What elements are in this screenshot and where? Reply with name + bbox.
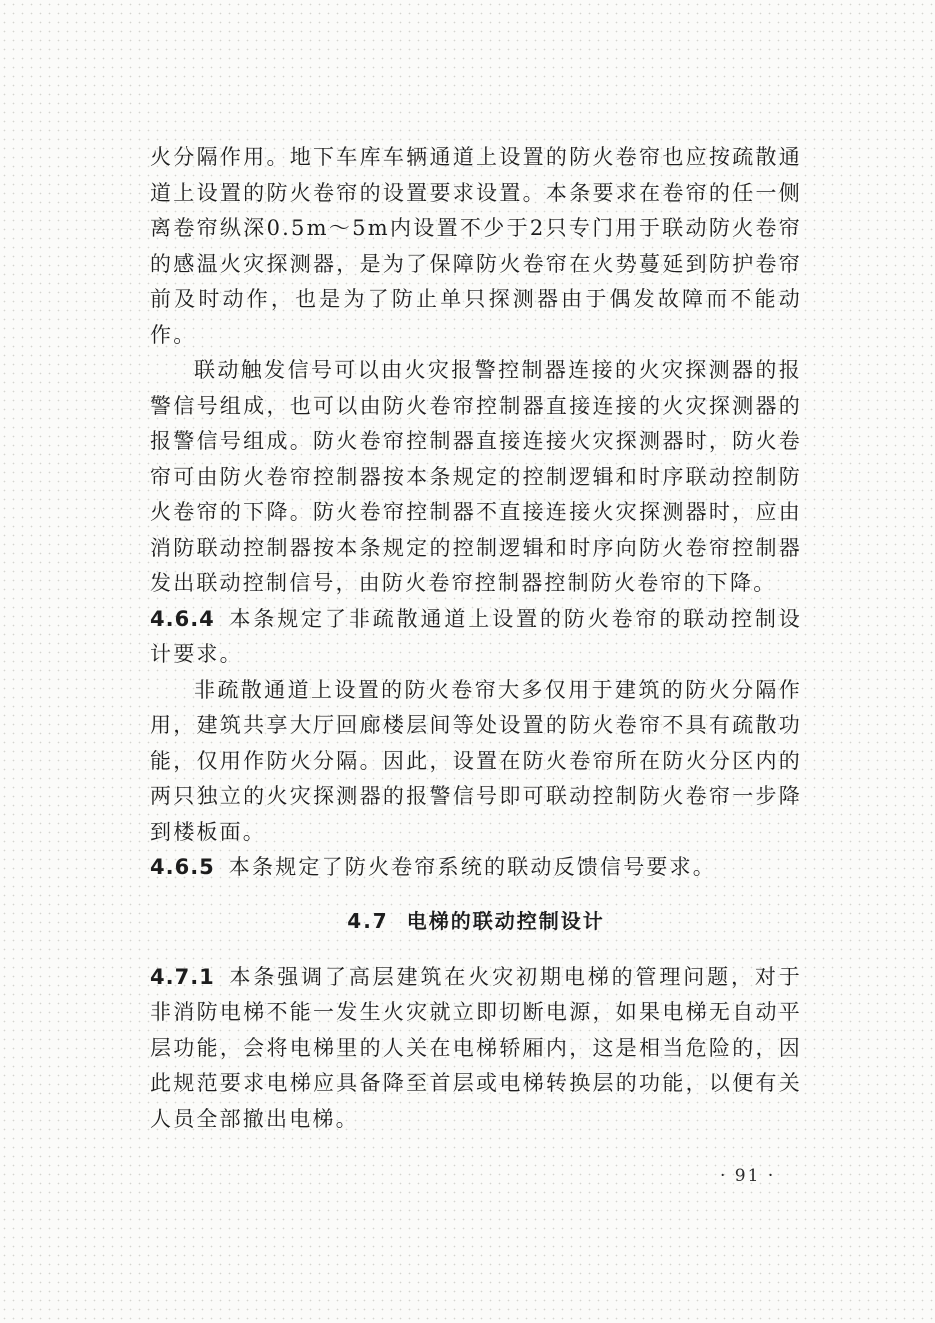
page-number: · 91 · bbox=[720, 1166, 776, 1186]
clause-4-6-4 bbox=[150, 602, 802, 673]
clause-number: 4.7.1 bbox=[150, 964, 215, 989]
clause-number: 4.6.5 bbox=[150, 855, 215, 879]
section-number: 4.7 bbox=[347, 908, 389, 933]
section-heading-4-7 bbox=[150, 904, 802, 938]
clause-4-6-5 bbox=[150, 850, 802, 886]
paragraph-continuation: 火分隔作用。地下车库车辆通道上设置的防火卷帘也应按疏散通道上设置的防火卷帘的设置要求设置。本条要求在卷帘的任一侧离卷帘纵深0.5m～5m内设置不少于2只专门用于联动防火卷帘的感温火灾探测器，是为了保障防火卷帘在火势蔓延到防护卷帘前及时动作，也是为了防止单只探测器由于偶发故障而不能动作。 bbox=[150, 145, 802, 347]
clause-text: 本条规定了防火卷帘系统的联动反馈信号要求。 bbox=[228, 855, 716, 879]
section-title: 电梯的联动控制设计 bbox=[406, 908, 605, 933]
page-body bbox=[150, 140, 802, 1137]
clause-4-7-1 bbox=[150, 960, 802, 1138]
clause-text: 本条规定了非疏散通道上设置的防火卷帘的联动控制设计要求。 bbox=[150, 606, 802, 666]
clause-number: 4.6.4 bbox=[150, 606, 215, 631]
paragraph-linkage-signal: 联动触发信号可以由火灾报警控制器连接的火灾探测器的报警信号组成，也可以由防火卷帘控制器直接连接的火灾探测器的报警信号组成。防火卷帘控制器直接连接火灾探测器时，防火卷帘可由防火卷帘控制器按本条规定的控制逻辑和时序联动控制防火卷帘的下降。防火卷帘控制器不直接连接火灾探测器时，应由消防联动控制器按本条规定的控制逻辑和时序向防火卷帘控制器发出联动控制信号，由防火卷帘控制器控制防火卷帘的下降。 bbox=[150, 358, 802, 595]
clause-text: 本条强调了高层建筑在火灾初期电梯的管理问题，对于非消防电梯不能一发生火灾就立即切断电源，如果电梯无自动平层功能，会将电梯里的人关在电梯轿厢内，这是相当危险的，因此规范要求电梯应具备降至首层或电梯转换层的功能，以便有关人员全部撤出电梯。 bbox=[150, 964, 802, 1131]
clause-4-6-4-explanation: 非疏散通道上设置的防火卷帘大多仅用于建筑的防火分隔作用，建筑共享大厅回廊楼层间等处设置的防火卷帘不具有疏散功能，仅用作防火分隔。因此，设置在防火卷帘所在防火分区内的两只独立的火灾探测器的报警信号即可联动控制防火卷帘一步降到楼板面。 bbox=[150, 677, 802, 844]
